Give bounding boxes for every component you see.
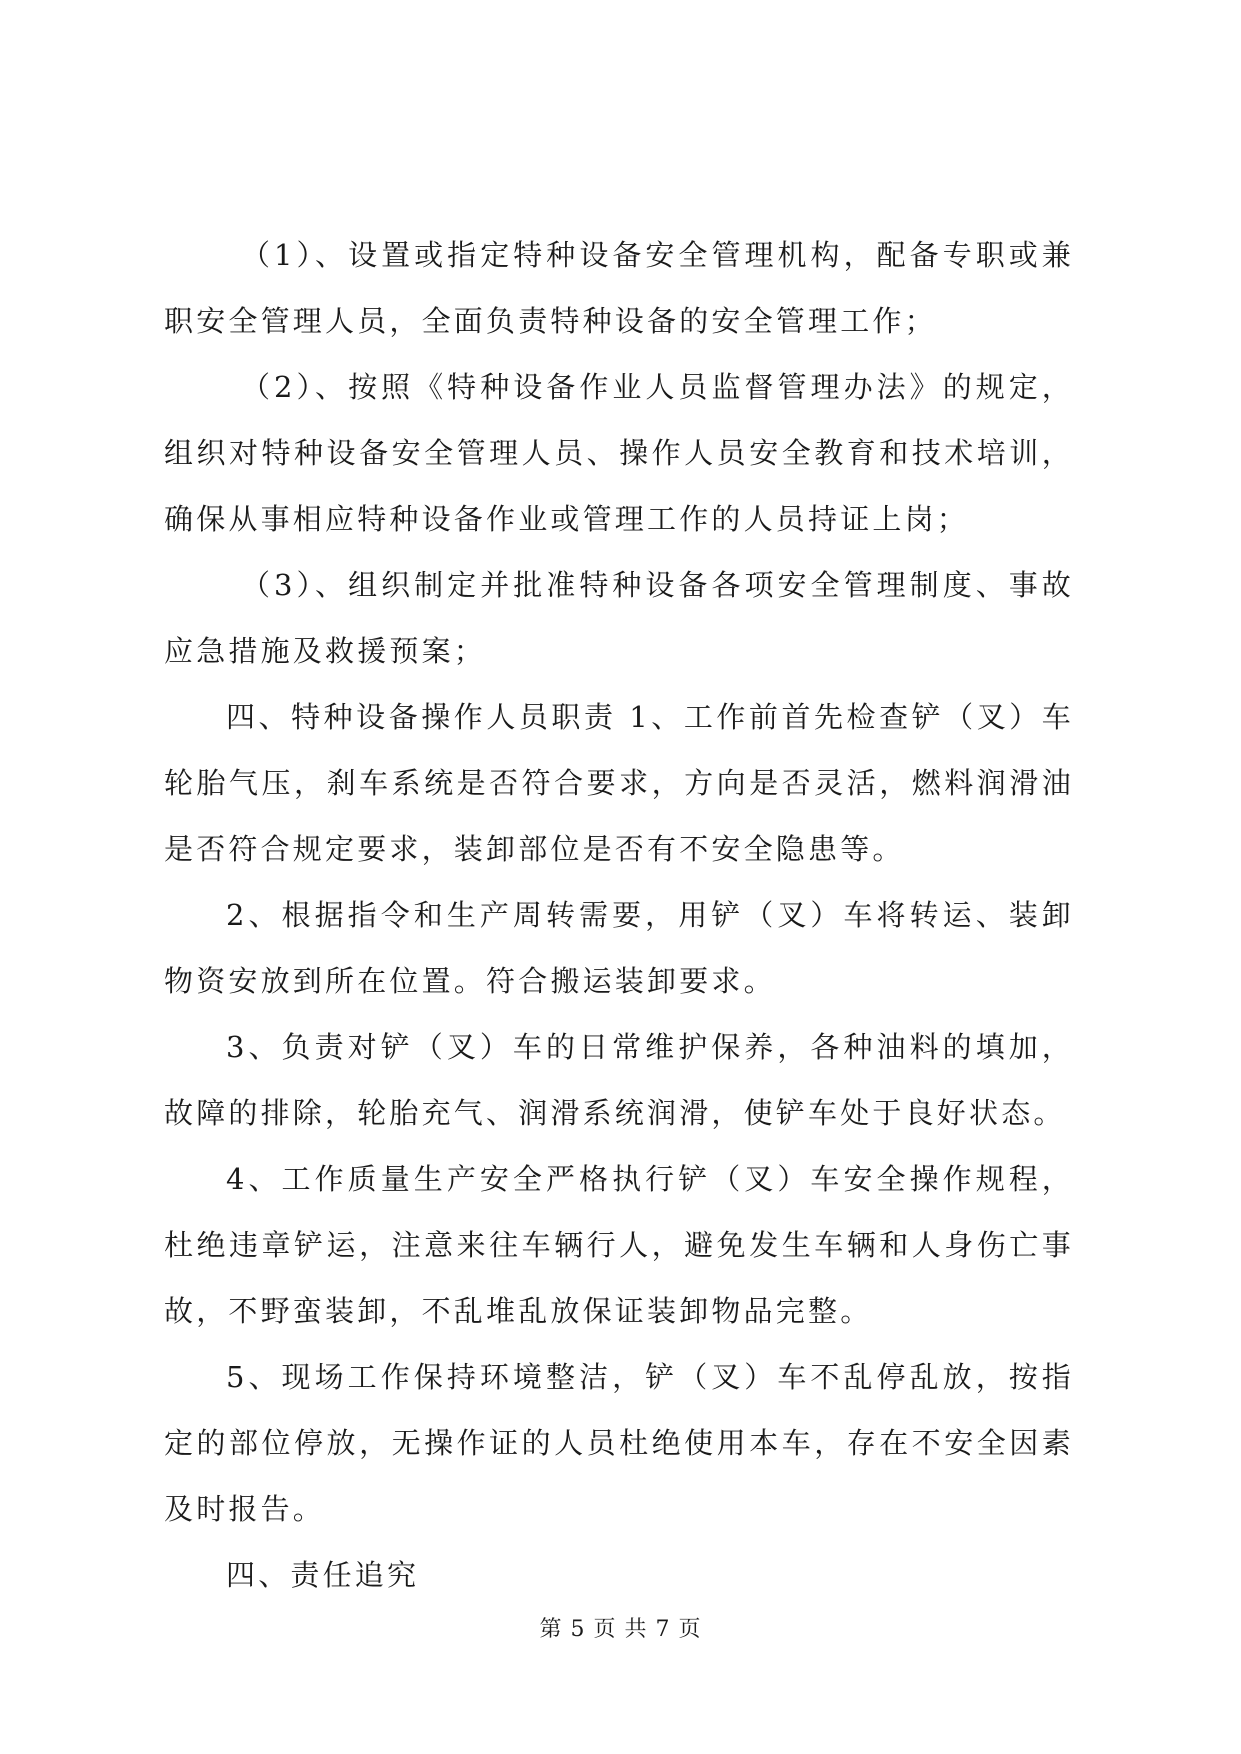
paragraph-item-3: （3）、组织制定并批准特种设备各项安全管理制度、事故应急措施及救援预案； [164, 568, 1074, 668]
paragraph-item-1: （1）、设置或指定特种设备安全管理机构，配备专职或兼职安全管理人员，全面负责特种设备的安全管理工作； [164, 238, 1074, 338]
paragraph-duty-4: 4、工作质量生产安全严格执行铲（叉）车安全操作规程，杜绝违章铲运，注意来往车辆行人，避免发生车辆和人身伤亡事故，不野蛮装卸，不乱堆乱放保证装卸物品完整。 [164, 1162, 1074, 1328]
paragraph-item-2: （2）、按照《特种设备作业人员监督管理办法》的规定，组织对特种设备安全管理人员、操作人员安全教育和技术培训，确保从事相应特种设备作业或管理工作的人员持证上岗； [164, 370, 1074, 536]
paragraph-operator-duties: 四、特种设备操作人员职责 1、工作前首先检查铲（叉）车轮胎气压，刹车系统是否符合要求，方向是否灵活，燃料润滑油是否符合规定要求，装卸部位是否有不安全隐患等。 [164, 700, 1074, 866]
paragraph-duty-5: 5、现场工作保持环境整洁，铲（叉）车不乱停乱放，按指定的部位停放，无操作证的人员杜绝使用本车，存在不安全因素及时报告。 [164, 1360, 1074, 1526]
paragraph-duty-2: 2、根据指令和生产周转需要，用铲（叉）车将转运、装卸物资安放到所在位置。符合搬运装卸要求。 [164, 898, 1074, 998]
document-body [164, 222, 1074, 1608]
section-heading-accountability: 四、责任追究 [226, 1558, 420, 1592]
paragraph-duty-3: 3、负责对铲（叉）车的日常维护保养，各种油料的填加，故障的排除，轮胎充气、润滑系统润滑，使铲车处于良好状态。 [164, 1030, 1074, 1130]
page-number-footer: 第 5 页 共 7 页 [539, 1617, 702, 1642]
